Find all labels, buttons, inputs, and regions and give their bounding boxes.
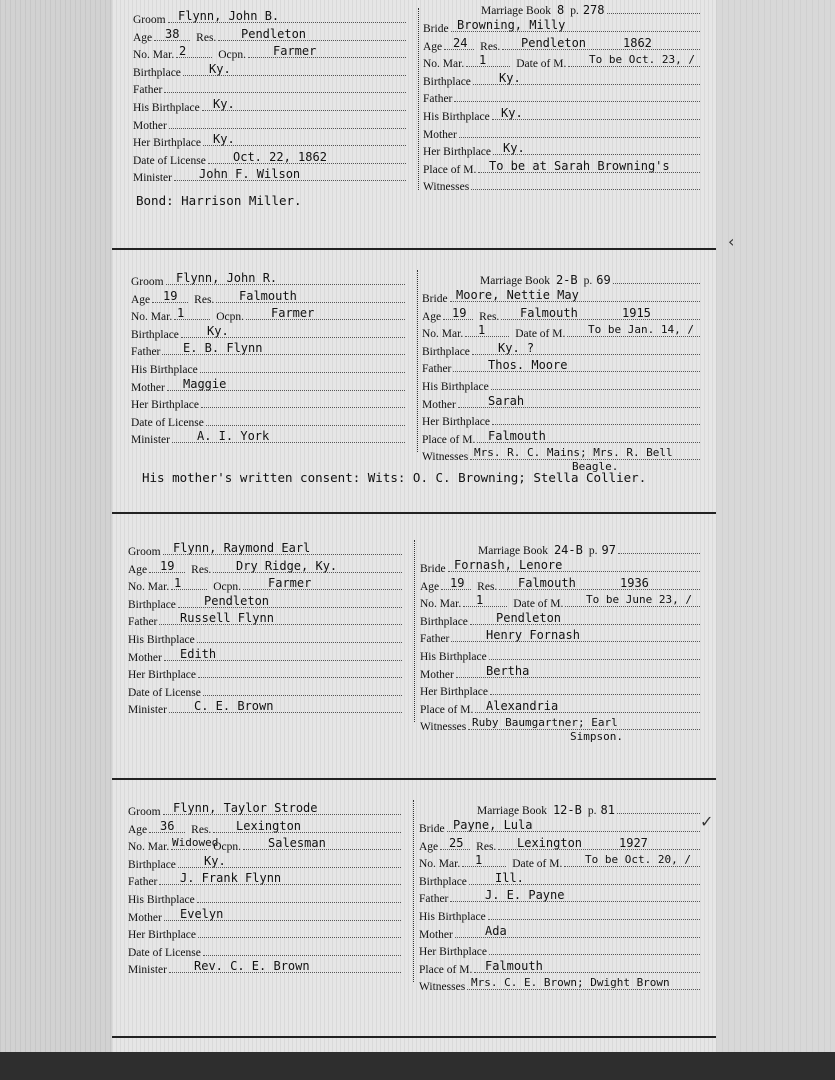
date-of-marriage: To be Oct. 20, /: [585, 853, 691, 866]
groom-name: Flynn, John B.: [178, 9, 280, 23]
page-label: p.: [587, 805, 597, 817]
bride-label-his-birthplace: His Birthplace: [422, 381, 489, 393]
record-note: Bond: Harrison Miller.: [136, 193, 302, 208]
bride-marriage-number: 1: [475, 853, 483, 867]
bride-label-res: Res.: [479, 311, 500, 323]
groom-field-mother: [131, 379, 405, 397]
bride-mother-birthplace: Ky.: [503, 141, 525, 155]
groom-field-birthplace: [133, 64, 406, 82]
scan-border: [0, 1052, 835, 1080]
witnesses-continued: Simpson.: [570, 730, 623, 743]
groom-residence: Pendleton: [241, 27, 307, 41]
dotted-rule: [463, 595, 507, 607]
groom-name: Flynn, John R.: [176, 271, 278, 285]
bride-name: Moore, Nettie May: [456, 288, 579, 302]
bride-field-mother: [423, 126, 700, 144]
bride-marriage-number: 1: [479, 53, 487, 67]
groom-label-ocpn: Ocpn.: [218, 49, 247, 61]
groom-label-father: Father: [133, 84, 163, 96]
dotted-rule: [489, 943, 700, 955]
column-divider: [413, 800, 415, 982]
bride-label-age: Age: [422, 311, 442, 323]
date-of-marriage: To be Jan. 14, /: [588, 323, 694, 336]
bride-label-bride: Bride: [419, 823, 445, 835]
groom-label-res: Res.: [191, 564, 212, 576]
bride-label-res: Res.: [477, 581, 498, 593]
dotted-rule: [471, 178, 700, 190]
bride-residence: Pendleton: [521, 36, 587, 50]
dotted-rule: [454, 90, 700, 102]
groom-label-mother: Mother: [133, 120, 167, 132]
witnesses: Ruby Baumgartner; Earl: [472, 716, 618, 729]
bride-label-mother: Mother: [419, 929, 453, 941]
bride-age: 25: [449, 836, 464, 850]
column-divider: [418, 8, 420, 190]
bride-field-his-birthplace: [419, 908, 700, 926]
bride-label-no-mar: No. Mar.: [419, 858, 461, 870]
dotted-rule: [488, 908, 700, 920]
margin-tick-mark: ‹: [728, 232, 735, 251]
witnesses: Mrs. C. E. Brown; Dwight Brown: [471, 976, 670, 989]
bride-field-mother: [419, 926, 700, 944]
dotted-rule: [198, 926, 401, 938]
groom-label-mother: Mother: [128, 652, 162, 664]
dotted-rule: [466, 55, 510, 67]
bride-label-age: Age: [423, 41, 443, 53]
groom-birthplace: Ky.: [204, 854, 226, 868]
dotted-rule: [201, 396, 405, 408]
groom-field-mother: [128, 649, 402, 667]
minister-name: Rev. C. E. Brown: [194, 959, 310, 973]
date-of-license: Oct. 22, 1862: [233, 150, 327, 164]
bride-field-father: [423, 90, 700, 108]
bride-label-father: Father: [422, 363, 452, 375]
groom-label-her-birthplace: Her Birthplace: [131, 399, 200, 411]
witnesses-continued: Beagle.: [572, 460, 619, 473]
dotted-rule: [203, 944, 401, 956]
groom-label-age: Age: [128, 824, 148, 836]
marriage-year: 1862: [623, 36, 652, 50]
right-margin: [716, 0, 835, 1080]
bride-label-no-mar: No. Mar.: [423, 58, 465, 70]
bride-birthplace: Ky.: [499, 71, 521, 85]
bride-residence: Lexington: [517, 836, 583, 850]
marriage-book-label: Marriage Book: [481, 5, 551, 17]
groom-label-res: Res.: [194, 294, 215, 306]
groom-age: 19: [160, 559, 175, 573]
page-label: p.: [588, 545, 598, 557]
dotted-rule: [489, 648, 700, 660]
marriage-year: 1936: [620, 576, 649, 590]
groom-label-date-of-license: Date of License: [128, 687, 201, 699]
bride-field-witnesses: [423, 178, 700, 196]
groom-label-father: Father: [128, 876, 158, 888]
column-divider: [414, 540, 416, 722]
dotted-rule: [607, 2, 701, 14]
groom-occupation: Farmer: [273, 44, 317, 58]
groom-field-mother: [133, 117, 406, 135]
groom-field-her-birthplace: [128, 666, 402, 684]
bride-label-place-of-m: Place of M.: [423, 164, 477, 176]
marriage-book-number: 12-B: [552, 803, 582, 817]
groom-birthplace: Ky.: [209, 62, 231, 76]
bride-mother: Sarah: [488, 394, 525, 408]
groom-field-his-birthplace: [133, 99, 406, 117]
groom-label-father: Father: [128, 616, 158, 628]
groom-occupation: Salesman: [268, 836, 326, 850]
minister-name: A. I. York: [197, 429, 270, 443]
marriage-book-number: 24-B: [553, 543, 583, 557]
bride-residence: Falmouth: [518, 576, 576, 590]
groom-marriage-number: 2: [179, 44, 187, 58]
groom-birthplace: Pendleton: [204, 594, 270, 608]
groom-field-birthplace: [131, 326, 405, 344]
bride-birthplace: Ky. ?: [498, 341, 535, 355]
groom-label-minister: Minister: [131, 434, 170, 446]
record-separator: [112, 248, 716, 250]
groom-label-date-of-license: Date of License: [133, 155, 206, 167]
dotted-rule: [492, 413, 700, 425]
groom-label-date-of-license: Date of License: [131, 417, 204, 429]
bride-label-age: Age: [419, 841, 439, 853]
bride-age: 24: [453, 36, 468, 50]
bride-label-date-of-m: Date of M.: [516, 58, 567, 70]
bride-label-no-mar: No. Mar.: [422, 328, 464, 340]
bride-label-witnesses: Witnesses: [423, 181, 470, 193]
dotted-rule: [492, 108, 700, 120]
bride-label-bride: Bride: [420, 563, 446, 575]
bride-field-her-birthplace: [420, 683, 700, 701]
bride-label-father: Father: [420, 633, 450, 645]
groom-label-groom: Groom: [133, 14, 166, 26]
groom-field-no-mar: [131, 308, 405, 326]
bride-father: Thos. Moore: [488, 358, 568, 372]
bride-birthplace: Pendleton: [496, 611, 562, 625]
bride-label-his-birthplace: His Birthplace: [419, 911, 486, 923]
marriage-year: 1927: [619, 836, 648, 850]
groom-father: E. B. Flynn: [183, 341, 263, 355]
bride-field-his-birthplace: [422, 378, 700, 396]
bride-label-place-of-m: Place of M.: [419, 964, 473, 976]
groom-label-no-mar: No. Mar.: [128, 581, 170, 593]
bride-label-date-of-m: Date of M.: [513, 598, 564, 610]
bride-label-witnesses: Witnesses: [422, 451, 469, 463]
marriage-book-page: 97: [601, 543, 616, 557]
dotted-rule: [618, 542, 700, 554]
groom-label-age: Age: [128, 564, 148, 576]
bride-mother: Ada: [485, 924, 507, 938]
groom-label-minister: Minister: [128, 704, 167, 716]
groom-mother: Maggie: [183, 377, 227, 391]
groom-label-birthplace: Birthplace: [128, 599, 176, 611]
groom-marriage-number: Widowed: [172, 836, 219, 849]
dotted-rule: [490, 683, 700, 695]
groom-label-his-birthplace: His Birthplace: [131, 364, 198, 376]
bride-label-place-of-m: Place of M.: [422, 434, 476, 446]
bride-label-his-birthplace: His Birthplace: [420, 651, 487, 663]
bride-label-birthplace: Birthplace: [420, 616, 468, 628]
groom-field-her-birthplace: [128, 926, 401, 944]
bride-marriage-number: 1: [476, 593, 484, 607]
groom-field-mother: [128, 909, 401, 927]
groom-label-ocpn: Ocpn.: [216, 311, 245, 323]
place-of-marriage: To be at Sarah Browning's: [489, 159, 670, 173]
bride-label-date-of-m: Date of M.: [512, 858, 563, 870]
bride-label-birthplace: Birthplace: [419, 876, 467, 888]
groom-residence: Lexington: [236, 819, 302, 833]
groom-label-father: Father: [131, 346, 161, 358]
dotted-rule: [465, 325, 509, 337]
bride-label-age: Age: [420, 581, 440, 593]
record-note: His mother's written consent: Wits: O. C. Browning; Stella Collier.: [142, 470, 647, 485]
column-divider: [417, 270, 419, 452]
marriage-book-label: Marriage Book: [478, 545, 548, 557]
groom-field-his-birthplace: [131, 361, 405, 379]
groom-father: Russell Flynn: [180, 611, 274, 625]
groom-field-father: [133, 81, 406, 99]
bride-label-his-birthplace: His Birthplace: [423, 111, 490, 123]
bride-field-mother: [422, 396, 700, 414]
bride-age: 19: [450, 576, 465, 590]
bride-residence: Falmouth: [520, 306, 578, 320]
bride-label-date-of-m: Date of M.: [515, 328, 566, 340]
dotted-rule: [459, 126, 700, 138]
groom-label-mother: Mother: [128, 912, 162, 924]
bride-label-witnesses: Witnesses: [420, 721, 467, 733]
groom-label-his-birthplace: His Birthplace: [128, 894, 195, 906]
groom-field-no-mar: [133, 46, 406, 64]
groom-field-his-birthplace: [128, 631, 402, 649]
bride-label-her-birthplace: Her Birthplace: [420, 686, 489, 698]
bride-field-his-birthplace: [423, 108, 700, 126]
groom-label-birthplace: Birthplace: [133, 67, 181, 79]
groom-father: J. Frank Flynn: [180, 871, 282, 885]
bride-field-birthplace: [423, 73, 700, 91]
groom-label-mother: Mother: [131, 382, 165, 394]
groom-marriage-number: 1: [177, 306, 185, 320]
groom-label-no-mar: No. Mar.: [128, 841, 170, 853]
marriage-book-number: 2-B: [555, 273, 578, 287]
bride-label-witnesses: Witnesses: [419, 981, 466, 993]
groom-label-birthplace: Birthplace: [128, 859, 176, 871]
place-of-marriage: Falmouth: [488, 429, 546, 443]
dotted-rule: [206, 414, 405, 426]
witnesses: Mrs. R. C. Mains; Mrs. R. Bell: [474, 446, 673, 459]
bride-label-her-birthplace: Her Birthplace: [423, 146, 492, 158]
groom-occupation: Farmer: [271, 306, 315, 320]
margin-check-mark: ✓: [700, 812, 714, 831]
groom-label-her-birthplace: Her Birthplace: [128, 929, 197, 941]
groom-label-her-birthplace: Her Birthplace: [133, 137, 202, 149]
dotted-rule: [462, 855, 506, 867]
marriage-book-page: 81: [600, 803, 615, 817]
groom-label-groom: Groom: [131, 276, 164, 288]
bride-label-birthplace: Birthplace: [423, 76, 471, 88]
groom-label-date-of-license: Date of License: [128, 947, 201, 959]
dotted-rule: [203, 684, 402, 696]
groom-father-birthplace: Ky.: [213, 97, 235, 111]
bride-label-mother: Mother: [420, 669, 454, 681]
minister-name: C. E. Brown: [194, 699, 274, 713]
groom-name: Flynn, Taylor Strode: [173, 801, 318, 815]
dotted-rule: [164, 81, 406, 93]
dotted-rule: [617, 802, 700, 814]
bride-label-mother: Mother: [423, 129, 457, 141]
groom-label-ocpn: Ocpn.: [213, 581, 242, 593]
bride-label-res: Res.: [476, 841, 497, 853]
groom-residence: Falmouth: [239, 289, 297, 303]
groom-marriage-number: 1: [174, 576, 182, 590]
groom-label-his-birthplace: His Birthplace: [133, 102, 200, 114]
groom-birthplace: Ky.: [207, 324, 229, 338]
groom-label-res: Res.: [196, 32, 217, 44]
bride-label-father: Father: [423, 93, 453, 105]
groom-mother-birthplace: Ky.: [213, 132, 235, 146]
groom-field-father: [131, 343, 405, 361]
bride-label-her-birthplace: Her Birthplace: [419, 946, 488, 958]
dotted-rule: [246, 308, 405, 320]
groom-label-no-mar: No. Mar.: [133, 49, 175, 61]
minister-name: John F. Wilson: [199, 167, 301, 181]
bride-birthplace: Ill.: [495, 871, 524, 885]
groom-label-birthplace: Birthplace: [131, 329, 179, 341]
groom-mother: Edith: [180, 647, 217, 661]
groom-age: 36: [160, 819, 175, 833]
groom-label-ocpn: Ocpn.: [213, 841, 242, 853]
dotted-rule: [169, 117, 406, 129]
bride-label-birthplace: Birthplace: [422, 346, 470, 358]
bride-father: Henry Fornash: [486, 628, 580, 642]
bride-name: Fornash, Lenore: [454, 558, 563, 572]
marriage-year: 1915: [622, 306, 651, 320]
bride-father-birthplace: Ky.: [501, 106, 523, 120]
bride-label-her-birthplace: Her Birthplace: [422, 416, 491, 428]
bride-label-bride: Bride: [423, 23, 449, 35]
groom-age: 38: [165, 27, 180, 41]
dotted-rule: [197, 891, 401, 903]
bride-mother: Bertha: [486, 664, 530, 678]
marriage-book-label: Marriage Book: [477, 805, 547, 817]
bride-label-res: Res.: [480, 41, 501, 53]
record-separator: [112, 1036, 716, 1038]
groom-label-minister: Minister: [133, 172, 172, 184]
record-separator: [112, 512, 716, 514]
groom-residence: Dry Ridge, Ky.: [236, 559, 338, 573]
bride-label-no-mar: No. Mar.: [420, 598, 462, 610]
bride-field-her-birthplace: [422, 413, 700, 431]
groom-field-no-mar: [128, 838, 401, 856]
left-margin: [0, 0, 112, 1080]
groom-label-age: Age: [131, 294, 151, 306]
bride-marriage-number: 1: [478, 323, 486, 337]
groom-label-res: Res.: [191, 824, 212, 836]
groom-occupation: Farmer: [268, 576, 312, 590]
bride-label-mother: Mother: [422, 399, 456, 411]
bride-field-his-birthplace: [420, 648, 700, 666]
bride-label-father: Father: [419, 893, 449, 905]
dotted-rule: [613, 272, 700, 284]
place-of-marriage: Alexandria: [486, 699, 559, 713]
bride-label-place-of-m: Place of M.: [420, 704, 474, 716]
place-of-marriage: Falmouth: [485, 959, 543, 973]
groom-label-no-mar: No. Mar.: [131, 311, 173, 323]
dotted-rule: [491, 378, 700, 390]
groom-label-minister: Minister: [128, 964, 167, 976]
marriage-book-label: Marriage Book: [480, 275, 550, 287]
dotted-rule: [197, 631, 402, 643]
dotted-rule: [248, 46, 406, 58]
bride-father: J. E. Payne: [485, 888, 565, 902]
groom-name: Flynn, Raymond Earl: [173, 541, 311, 555]
page-label: p.: [583, 275, 593, 287]
groom-label-age: Age: [133, 32, 153, 44]
bride-age: 19: [452, 306, 467, 320]
groom-age: 19: [163, 289, 178, 303]
record-separator: [112, 778, 716, 780]
groom-label-groom: Groom: [128, 806, 161, 818]
groom-field-her-birthplace: [131, 396, 405, 414]
date-of-marriage: To be Oct. 23, /: [589, 53, 695, 66]
marriage-book-number: 8: [556, 3, 565, 17]
dotted-rule: [200, 361, 405, 373]
marriage-book-page: 278: [582, 3, 605, 17]
groom-label-his-birthplace: His Birthplace: [128, 634, 195, 646]
groom-label-groom: Groom: [128, 546, 161, 558]
bride-field-her-birthplace: [419, 943, 700, 961]
page-label: p.: [570, 5, 579, 17]
groom-field-his-birthplace: [128, 891, 401, 909]
dotted-rule: [243, 578, 402, 590]
groom-mother: Evelyn: [180, 907, 224, 921]
groom-label-her-birthplace: Her Birthplace: [128, 669, 197, 681]
bride-label-bride: Bride: [422, 293, 448, 305]
bride-name: Payne, Lula: [453, 818, 533, 832]
bride-field-mother: [420, 666, 700, 684]
dotted-rule: [198, 666, 402, 678]
bride-name: Browning, Milly: [457, 18, 566, 32]
date-of-marriage: To be June 23, /: [586, 593, 692, 606]
marriage-book-page: 69: [596, 273, 611, 287]
